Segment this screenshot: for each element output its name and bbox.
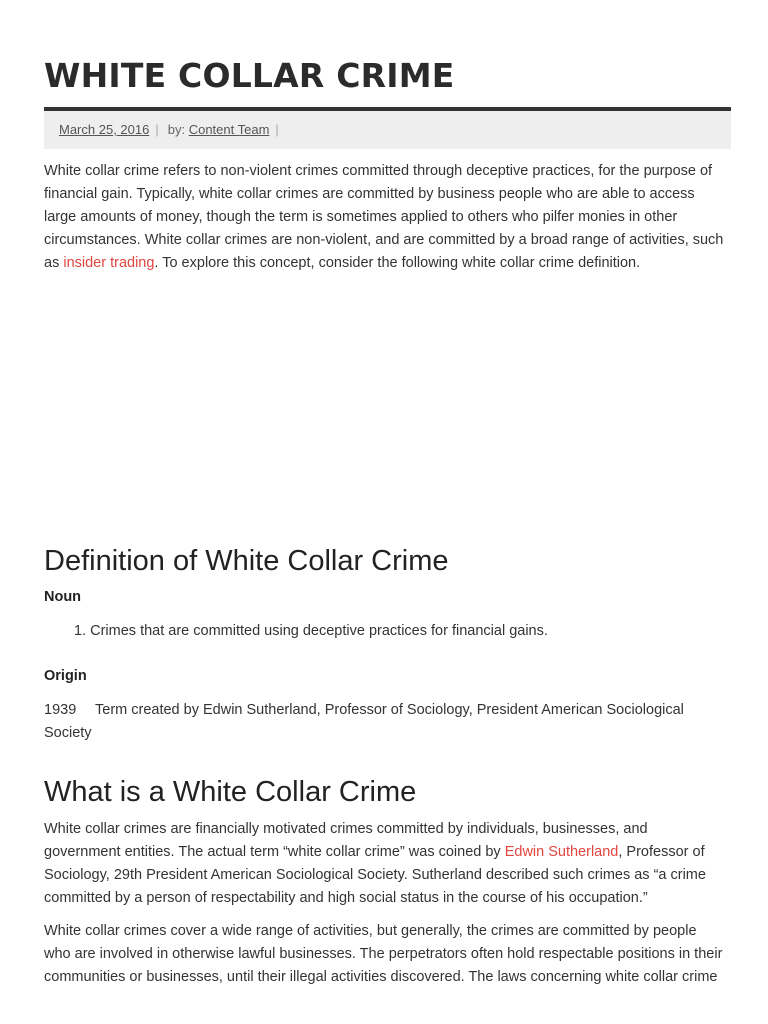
origin-paragraph: [44, 699, 731, 745]
text-line: large amounts of money, though the term is sometimes applied to others who pilfer monies in other: [44, 209, 678, 225]
text-line: financial gain. Typically, white collar crimes are committed by business people who are able to access: [44, 186, 695, 202]
what-is-heading: What is a White Collar Crime: [44, 776, 417, 808]
what-is-paragraph-2: [44, 920, 731, 989]
text-line: White collar crimes cover a wide range of activities, but generally, the crimes are committed by people: [44, 923, 697, 939]
text-fragment: Term created by Edwin Sutherland, Professor of Sociology, President American Sociological: [95, 702, 684, 718]
text-line: circumstances. White collar crimes are non-violent, and are committed by a broad range of activities, such: [44, 232, 724, 248]
text-line: [44, 252, 731, 275]
origin-year: 1939: [44, 702, 77, 718]
meta-separator: |: [155, 122, 159, 137]
intro-paragraph: [44, 160, 731, 275]
text-fragment: , Professor of: [618, 844, 705, 860]
text-line: who are involved in otherwise lawful businesses. The perpetrators often hold respectable positions in their: [44, 946, 723, 962]
text-fragment: as: [44, 255, 64, 271]
text-line: committed by a person of respectability and high social status in the course of his occupation.”: [44, 890, 648, 906]
insider-trading-link[interactable]: insider trading: [63, 255, 155, 271]
text-line: White collar crime refers to non-violent crimes committed through deceptive practices, for the purpose of: [44, 163, 713, 179]
noun-label: Noun: [44, 589, 82, 605]
text-line: White collar crimes are financially motivated crimes committed by individuals, businesses, and: [44, 821, 648, 837]
definition-text: Crimes that are committed using deceptive practices for financial gains.: [90, 623, 548, 639]
text-fragment: government entities. The actual term “white collar crime” was coined by: [44, 844, 505, 860]
text-line: Sociology, 29th President American Sociological Society. Sutherland described such crimes as “a crime: [44, 867, 706, 883]
text-line: [44, 699, 731, 722]
article-title: WHITE COLLAR CRIME: [44, 56, 455, 95]
post-meta-bar: [44, 111, 731, 149]
edwin-sutherland-link[interactable]: Edwin Sutherland: [504, 844, 619, 860]
definition-list-item: [74, 623, 548, 639]
post-meta: [44, 122, 288, 137]
origin-label: Origin: [44, 668, 87, 684]
by-label: by:: [167, 122, 186, 137]
text-line: Society: [44, 725, 92, 741]
list-number: 1.: [74, 623, 87, 639]
definition-heading: Definition of White Collar Crime: [44, 545, 449, 577]
text-fragment: . To explore this concept, consider the following white collar crime definition.: [154, 255, 641, 271]
article: [44, 0, 731, 1024]
text-line: [44, 841, 731, 864]
author-link[interactable]: Content Team: [188, 122, 270, 137]
post-date-link[interactable]: March 25, 2016: [59, 122, 150, 137]
meta-separator: |: [275, 122, 279, 137]
text-line: communities or businesses, until their illegal activities discovered. The laws concerning white collar crime: [44, 969, 718, 985]
what-is-paragraph-1: [44, 818, 731, 910]
